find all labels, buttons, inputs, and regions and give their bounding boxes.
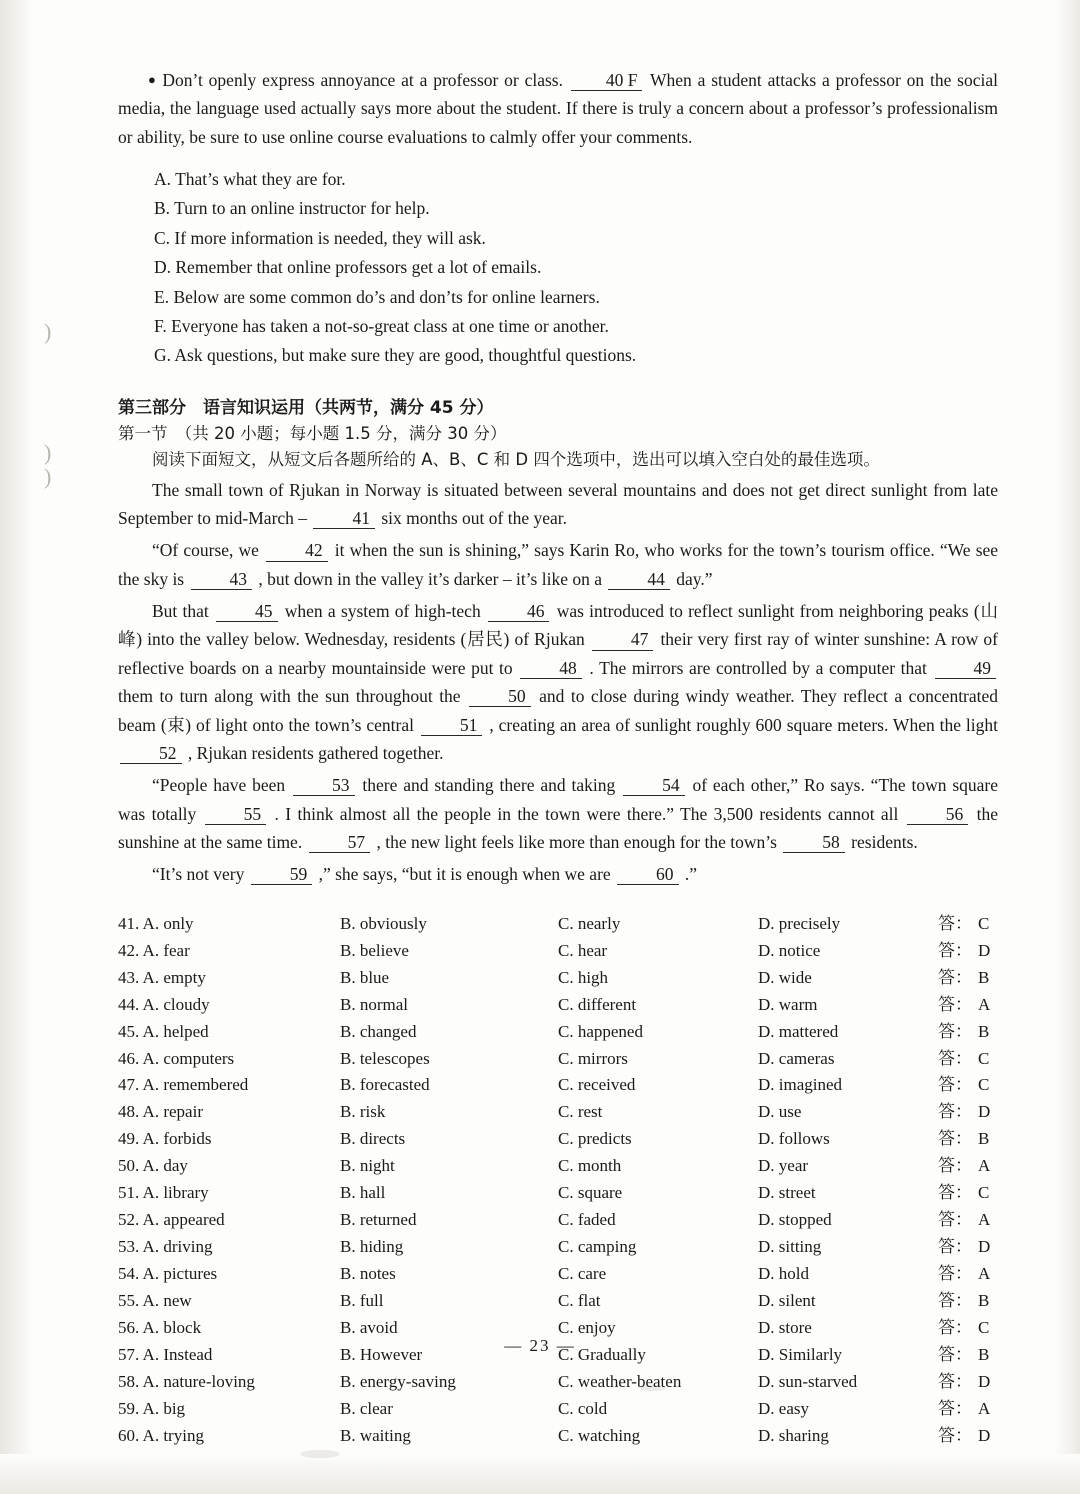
choice-d: D. store (758, 1318, 812, 1338)
choice-a: 45. A. helped (118, 1021, 209, 1041)
answer-label: 答： (938, 1291, 972, 1312)
answer-label: 答： (938, 994, 972, 1015)
choice-c: C. predicts (558, 1129, 632, 1149)
cloze-text: But that (152, 601, 209, 622)
choice-a: 46. A. computers (118, 1048, 235, 1068)
cloze-text: the sunshine at the same time. (118, 803, 999, 852)
choice-b: B. obviously (340, 913, 427, 933)
answer-letter: D (978, 1102, 991, 1122)
cloze-text: of each other,” Ro says. “The town square was totally (118, 775, 999, 824)
table-row (118, 1207, 998, 1234)
cloze-text: The small town of Rjukan in Norway is situated between several mountains and does not get direct sunlight from late September to mid-March – (118, 479, 998, 529)
choice-c: C. camping (558, 1237, 637, 1257)
scan-edge-bottom (0, 1454, 1080, 1494)
answer-label: 答： (938, 1264, 972, 1285)
cloze-text: their very first ray of winter sunshine: A row of reflective boards on a nearby mountainside were put to (118, 629, 998, 678)
answer-blank-57: 57 (309, 832, 371, 853)
answer-cell (938, 938, 998, 965)
table-row (118, 1046, 998, 1073)
choice-d: D. silent (758, 1291, 816, 1311)
list-item: G. Ask questions, but make sure they are good, thoughtful questions. (154, 345, 637, 366)
section-heading: 第三部分 语言知识运用（共两节，满分 45 分） (118, 397, 494, 418)
answer-blank-60: 60 (617, 864, 679, 885)
cloze-text: them to turn along with the sun throughout the (118, 686, 461, 707)
answer-cell (938, 1288, 998, 1315)
answer-letter: B (978, 1291, 990, 1311)
answer-letter: C (978, 1048, 990, 1068)
scan-smudge (300, 1450, 340, 1458)
table-row (118, 1234, 998, 1261)
table-row (118, 1126, 998, 1153)
choice-a: 52. A. appeared (118, 1210, 225, 1230)
answer-cell (938, 1234, 998, 1261)
choice-a: 48. A. repair (118, 1102, 203, 1122)
document-content (118, 66, 998, 1450)
choice-b: B. waiting (340, 1426, 411, 1446)
answer-blank-51: 51 (421, 715, 483, 736)
answer-cell (938, 992, 998, 1019)
table-row (118, 965, 998, 992)
answer-blank-58: 58 (783, 832, 845, 853)
choice-d: D. street (758, 1183, 816, 1203)
choices-table-body (118, 911, 998, 1451)
cloze-paragraph-1 (118, 476, 998, 533)
choice-d: D. warm (758, 994, 818, 1014)
choice-b: B. returned (340, 1210, 417, 1230)
answer-letter: D (978, 1237, 991, 1257)
list-item: A. That’s what they are for. (154, 169, 346, 190)
choice-c: C. enjoy (558, 1318, 616, 1338)
scan-edge-right (1054, 0, 1080, 1494)
answer-blank-53: 53 (293, 775, 355, 796)
cloze-text: “People have been (152, 775, 286, 796)
answer-letter: C (978, 913, 990, 933)
answer-label: 答： (938, 1183, 972, 1204)
answer-cell (938, 1396, 998, 1423)
answer-blank-44: 44 (608, 569, 670, 590)
choice-c: C. rest (558, 1102, 603, 1122)
choice-b: B. full (340, 1291, 384, 1311)
cloze-paragraph-4 (118, 771, 998, 856)
answer-blank-52: 52 (120, 743, 182, 764)
scan-edge-left (0, 0, 34, 1494)
cloze-text: , but down in the valley it’s darker – it’s like on a (258, 568, 602, 589)
answer-blank-42: 42 (266, 540, 328, 561)
choice-d: D. cameras (758, 1048, 835, 1068)
choice-b: B. night (340, 1156, 395, 1176)
table-row (118, 1153, 998, 1180)
choice-a: 47. A. remembered (118, 1075, 249, 1095)
choice-a: 57. A. Instead (118, 1345, 213, 1365)
answer-blank-55: 55 (205, 804, 267, 825)
table-row (118, 911, 998, 938)
answer-cell (938, 911, 998, 938)
section-instruction: 阅读下面短文，从短文后各题所给的 A、B、C 和 D 四个选项中，选出可以填入空白处的最佳选项。 (152, 449, 880, 469)
answer-cell (938, 1019, 998, 1046)
answer-blank-47: 47 (592, 629, 654, 650)
choice-b: B. normal (340, 994, 408, 1014)
answer-blank-50: 50 (469, 686, 531, 707)
choice-b: B. directs (340, 1129, 406, 1149)
choice-b: B. believe (340, 940, 409, 960)
cloze-text: .” (684, 864, 698, 885)
answer-cell (938, 1126, 998, 1153)
choice-d: D. wide (758, 967, 812, 987)
cloze-text: “It’s not very (152, 864, 245, 885)
answer-letter: B (978, 1021, 990, 1041)
list-item: E. Below are some common do’s and don’ts for online learners. (154, 286, 600, 307)
choice-c: C. weather-beaten (558, 1372, 682, 1392)
bullet-item (118, 66, 998, 151)
choice-a: 59. A. big (118, 1399, 186, 1419)
answer-blank-49: 49 (935, 658, 997, 679)
answer-label: 答： (938, 940, 972, 961)
answer-cell (938, 965, 998, 992)
choice-c: C. Gradually (558, 1345, 646, 1365)
answer-label: 答： (938, 1156, 972, 1177)
answer-blank-54: 54 (623, 775, 685, 796)
choice-c: C. cold (558, 1399, 608, 1419)
table-row (118, 1369, 998, 1396)
answer-letter: A (978, 1210, 991, 1230)
answer-label: 答： (938, 913, 972, 934)
cloze-paragraph-2 (118, 536, 998, 593)
choices-table (118, 911, 998, 1451)
answer-cell (938, 1099, 998, 1126)
list-item: D. Remember that online professors get a lot of emails. (154, 257, 542, 278)
answer-letter: A (978, 994, 991, 1014)
choice-a: 43. A. empty (118, 967, 206, 987)
answer-letter: A (978, 1156, 991, 1176)
cloze-text: residents. (851, 831, 918, 852)
choice-d: D. precisely (758, 913, 841, 933)
answer-label: 答： (938, 1399, 972, 1420)
cloze-text: it when the sun is shining,” says Karin Ro, who works for the town’s tourism office. “We see the sky is (118, 540, 999, 589)
answer-letter: D (978, 1372, 991, 1392)
bullet-text-before: Don’t openly express annoyance at a professor or class. (162, 70, 563, 90)
answer-blank-56: 56 (907, 804, 969, 825)
choice-c: C. received (558, 1075, 636, 1095)
cloze-paragraph-5 (118, 860, 998, 888)
choice-b: B. energy-saving (340, 1372, 456, 1392)
cloze-text: and to close during windy weather. They reflect a concentrated beam (束) of light onto the town’s central (118, 686, 999, 735)
choice-b: B. However (340, 1345, 423, 1365)
answer-letter: C (978, 1075, 990, 1095)
choice-a: 49. A. forbids (118, 1129, 212, 1149)
table-row (118, 1288, 998, 1315)
cloze-text: , Rjukan residents gathered together. (187, 742, 444, 763)
answer-label: 答： (938, 1048, 972, 1069)
answer-cell (938, 1423, 998, 1450)
answer-cell (938, 1261, 998, 1288)
choice-a: 51. A. library (118, 1183, 209, 1203)
table-row (118, 992, 998, 1019)
answer-blank-40: 40 F (571, 70, 643, 91)
choice-c: C. care (558, 1264, 607, 1284)
answer-cell (938, 1180, 998, 1207)
choice-d: D. mattered (758, 1021, 839, 1041)
choice-a: 41. A. only (118, 913, 194, 933)
bullet-dot-icon: ● (148, 72, 158, 87)
choice-a: 60. A. trying (118, 1426, 204, 1446)
options-list-7 (118, 165, 998, 371)
answer-letter: B (978, 1129, 990, 1149)
cloze-passage (118, 476, 998, 889)
answer-label: 答： (938, 967, 972, 988)
answer-label: 答： (938, 1426, 972, 1447)
answer-blank-43: 43 (191, 569, 253, 590)
answer-label: 答： (938, 1021, 972, 1042)
choice-b: B. changed (340, 1021, 417, 1041)
cloze-text: . The mirrors are controlled by a computer that (589, 657, 927, 678)
list-item: C. If more information is needed, they will ask. (154, 227, 486, 248)
page-number: — 23 — (504, 1336, 576, 1355)
cloze-text: there and standing there and taking (362, 775, 616, 796)
choice-b: B. telescopes (340, 1048, 430, 1068)
choice-d: D. hold (758, 1264, 809, 1284)
answer-label: 答： (938, 1102, 972, 1123)
choice-c: C. watching (558, 1426, 641, 1446)
choice-a: 42. A. fear (118, 940, 190, 960)
cloze-text: . I think almost all the people in the town were there.” The 3,500 residents cannot all (274, 803, 899, 824)
choice-c: C. nearly (558, 913, 621, 933)
bullet-text-after: When a student attacks a professor on the social media, the language used actually says more about the student. If there is truly a concern about a professor’s professionalism or ability, be sure to use online course evaluations to calmly offer your comments. (118, 70, 998, 147)
choice-b: B. notes (340, 1264, 396, 1284)
answer-cell (938, 1207, 998, 1234)
choice-d: D. imagined (758, 1075, 843, 1095)
answer-cell (938, 1369, 998, 1396)
choice-a: 44. A. cloudy (118, 994, 210, 1014)
table-row (118, 1261, 998, 1288)
choice-a: 50. A. day (118, 1156, 188, 1176)
choice-b: B. hall (340, 1183, 386, 1203)
answer-letter: B (978, 967, 990, 987)
cloze-text: when a system of high-tech (284, 601, 481, 622)
choice-b: B. risk (340, 1102, 386, 1122)
choice-d: D. sun-starved (758, 1372, 858, 1392)
cloze-text: day.” (676, 568, 713, 589)
choice-a: 56. A. block (118, 1318, 202, 1338)
choice-b: B. forecasted (340, 1075, 430, 1095)
cloze-text: , creating an area of sunlight roughly 600 square meters. When the light (489, 714, 999, 735)
table-row (118, 1072, 998, 1099)
answer-cell (938, 1072, 998, 1099)
answer-letter: A (978, 1399, 991, 1419)
choice-d: D. year (758, 1156, 809, 1176)
binding-marks: ) ) ) (44, 319, 52, 490)
answer-blank-59: 59 (251, 864, 313, 885)
choice-d: D. stopped (758, 1210, 832, 1230)
cloze-text: ,” she says, “but it is enough when we are (318, 864, 611, 885)
list-item: F. Everyone has taken a not-so-great class at one time or another. (154, 315, 609, 336)
choice-b: B. hiding (340, 1237, 404, 1257)
table-row (118, 1180, 998, 1207)
section-subheading: 第一节 （共 20 小题；每小题 1.5 分，满分 30 分） (118, 423, 507, 443)
choice-c: C. square (558, 1183, 623, 1203)
table-row (118, 938, 998, 965)
cloze-paragraph-3 (118, 597, 998, 767)
choice-d: D. notice (758, 940, 821, 960)
choice-c: C. high (558, 967, 609, 987)
answer-label: 答： (938, 1318, 972, 1339)
choice-a: 55. A. new (118, 1291, 192, 1311)
choice-c: C. different (558, 994, 637, 1014)
answer-letter: D (978, 1426, 991, 1446)
answer-letter: C (978, 1183, 990, 1203)
choice-d: D. follows (758, 1129, 830, 1149)
table-row (118, 1019, 998, 1046)
choice-a: 58. A. nature-loving (118, 1372, 255, 1392)
cloze-text: six months out of the year. (381, 508, 567, 529)
answer-label: 答： (938, 1237, 972, 1258)
answer-letter: D (978, 940, 991, 960)
answer-label: 答： (938, 1129, 972, 1150)
answer-label: 答： (938, 1210, 972, 1231)
choice-c: C. hear (558, 940, 608, 960)
answer-blank-41: 41 (313, 508, 375, 529)
choice-b: B. clear (340, 1399, 393, 1419)
answer-cell (938, 1046, 998, 1073)
answer-cell (938, 1153, 998, 1180)
choice-c: C. faded (558, 1210, 616, 1230)
cloze-text: “Of course, we (152, 540, 259, 561)
choice-c: C. flat (558, 1291, 601, 1311)
choice-c: C. happened (558, 1021, 643, 1041)
table-row (118, 1099, 998, 1126)
answer-letter: B (978, 1345, 990, 1365)
cloze-text: was introduced to reflect sunlight from neighboring peaks (山峰) into the valley below. Wednesday, residents (居民) of Rjukan (118, 601, 999, 650)
table-row (118, 1396, 998, 1423)
answer-letter: A (978, 1264, 991, 1284)
answer-label: 答： (938, 1345, 972, 1366)
answer-label: 答： (938, 1372, 972, 1393)
answer-blank-48: 48 (520, 658, 582, 679)
list-item: B. Turn to an online instructor for help. (154, 198, 430, 219)
choice-b: B. blue (340, 967, 390, 987)
choice-a: 54. A. pictures (118, 1264, 218, 1284)
answer-letter: C (978, 1318, 990, 1338)
choice-d: D. sharing (758, 1426, 829, 1446)
answer-blank-45: 45 (216, 601, 278, 622)
choice-d: D. easy (758, 1399, 809, 1419)
choice-d: D. use (758, 1102, 802, 1122)
table-row (118, 1423, 998, 1450)
cloze-text: , the new light feels like more than enough for the town’s (376, 831, 777, 852)
choice-c: C. mirrors (558, 1048, 628, 1068)
answer-blank-46: 46 (488, 601, 550, 622)
answer-label: 答： (938, 1075, 972, 1096)
choice-a: 53. A. driving (118, 1237, 213, 1257)
choice-d: D. Similarly (758, 1345, 843, 1365)
choice-c: C. month (558, 1156, 622, 1176)
choice-d: D. sitting (758, 1237, 822, 1257)
choice-b: B. avoid (340, 1318, 398, 1338)
